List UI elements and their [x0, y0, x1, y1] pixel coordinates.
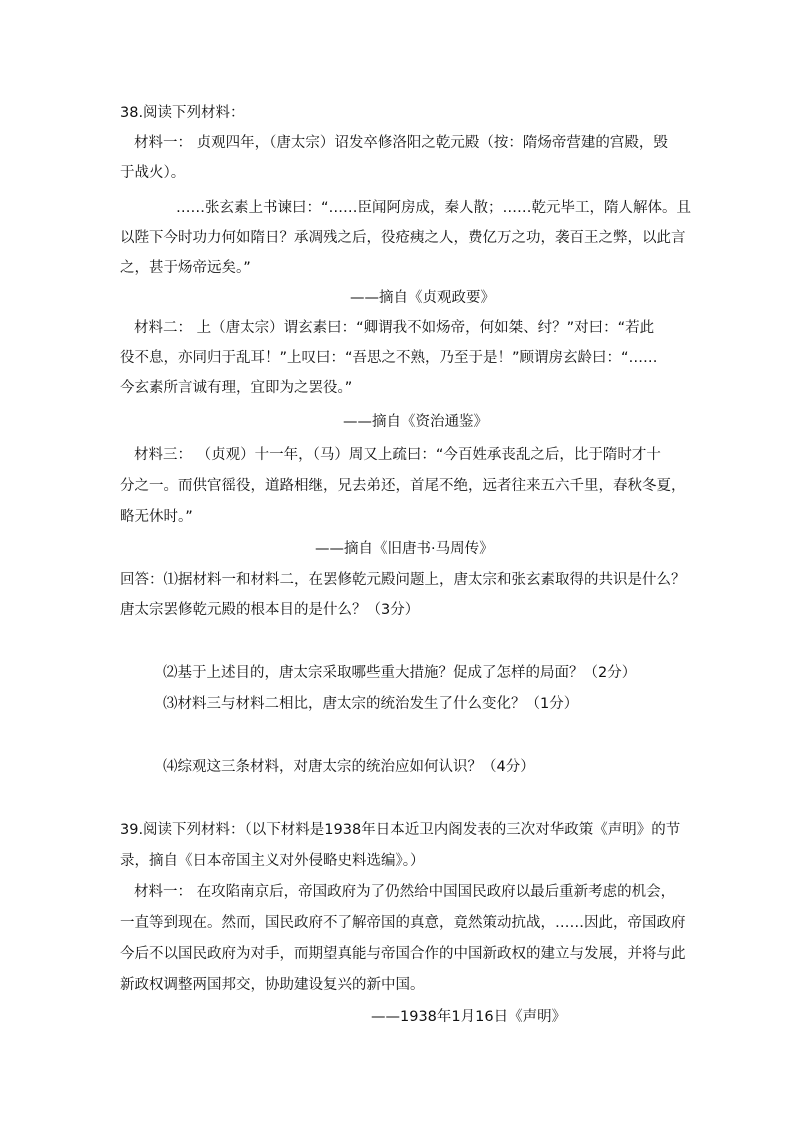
q38-material1-source: ——摘自《贞观政要》	[350, 290, 495, 306]
q39-material1-line3: 今后不以国民政府为对手，而期望真能与帝国合作的中国新政权的建立与发展，并将与此	[120, 946, 686, 962]
q38-material3-line2: 分之一。而供官徭役，道路相继，兄去弟还，首尾不绝，远者往来五六千里，春秋冬夏，	[120, 478, 686, 494]
q38-material2-line2: 役不息，亦同归于乱耳！”上叹曰：“吾思之不熟，乃至于是！”顾谓房玄龄曰：“……	[120, 350, 658, 366]
q38-material2-line3: 今玄素所言诚有理，宜即为之罢役。”	[120, 380, 353, 396]
q38-material1-line3: ……张玄素上书谏曰：“……臣闻阿房成，秦人散；……乾元毕工，隋人解体。且	[176, 200, 692, 216]
q38-material1-line2: 于战火）。	[120, 165, 186, 181]
q39-material1-line4: 新政权调整两国邦交，协助建设复兴的新中国。	[120, 977, 425, 993]
q38-question4: ⑷综观这三条材料，对唐太宗的统治应如何认识？（4分）	[163, 759, 535, 775]
q38-material3-source: ——摘自《旧唐书·马周传》	[315, 541, 494, 557]
q38-question2: ⑵基于上述目的，唐太宗采取哪些重大措施？促成了怎样的局面？（2分）	[163, 665, 637, 681]
q38-material2-source: ——摘自《资治通鉴》	[343, 414, 488, 430]
q39-material1-line1: 材料一： 在攻陷南京后，帝国政府为了仍然给中国国民政府以最后重新考虑的机会，	[134, 884, 676, 900]
q39-material1-source: ——1938年1月16日《声明》	[371, 1009, 567, 1025]
q39-material1-line2: 一直等到现在。然而，国民政府不了解帝国的真意，竟然策动抗战，……因此，帝国政府	[120, 915, 686, 931]
q39-title-line1: 39.阅读下列材料：（以下材料是1938年日本近卫内阁发表的三次对华政策《声明》的节	[120, 822, 681, 838]
q39-title-line2: 录，摘自《日本帝国主义对外侵略史料选编》。）	[120, 853, 425, 869]
q38-answer-line2: 唐太宗罢修乾元殿的根本目的是什么？（3分）	[120, 602, 420, 618]
q38-material3-line3: 略无休时。”	[120, 509, 193, 525]
q38-material1-line5: 之，甚于炀帝远矣。”	[120, 260, 251, 276]
q38-material1-line1: 材料一： 贞观四年，（唐太宗）诏发卒修洛阳之乾元殿（按：隋炀帝营建的宫殿，毁	[134, 135, 668, 151]
q38-question3: ⑶材料三与材料二相比，唐太宗的统治发生了什么变化？（1分）	[163, 696, 579, 712]
q38-material2-line1: 材料二： 上（唐太宗）谓玄素曰：“卿谓我不如炀帝，何如桀、纣？”对曰：“若此	[134, 320, 655, 336]
q38-material1-line4: 以陛下今时功力何如隋日？承凋残之后，役疮痍之人，费亿万之功，袭百王之弊，以此言	[120, 230, 686, 246]
q38-title: 38.阅读下列材料：	[120, 105, 245, 121]
q38-material3-line1: 材料三： （贞观）十一年，（马）周又上疏曰：“今百姓承丧乱之后，比于隋时才十	[134, 447, 661, 463]
q38-answer-line1: 回答：⑴据材料一和材料二，在罢修乾元殿问题上，唐太宗和张玄素取得的共识是什么？	[120, 572, 686, 588]
